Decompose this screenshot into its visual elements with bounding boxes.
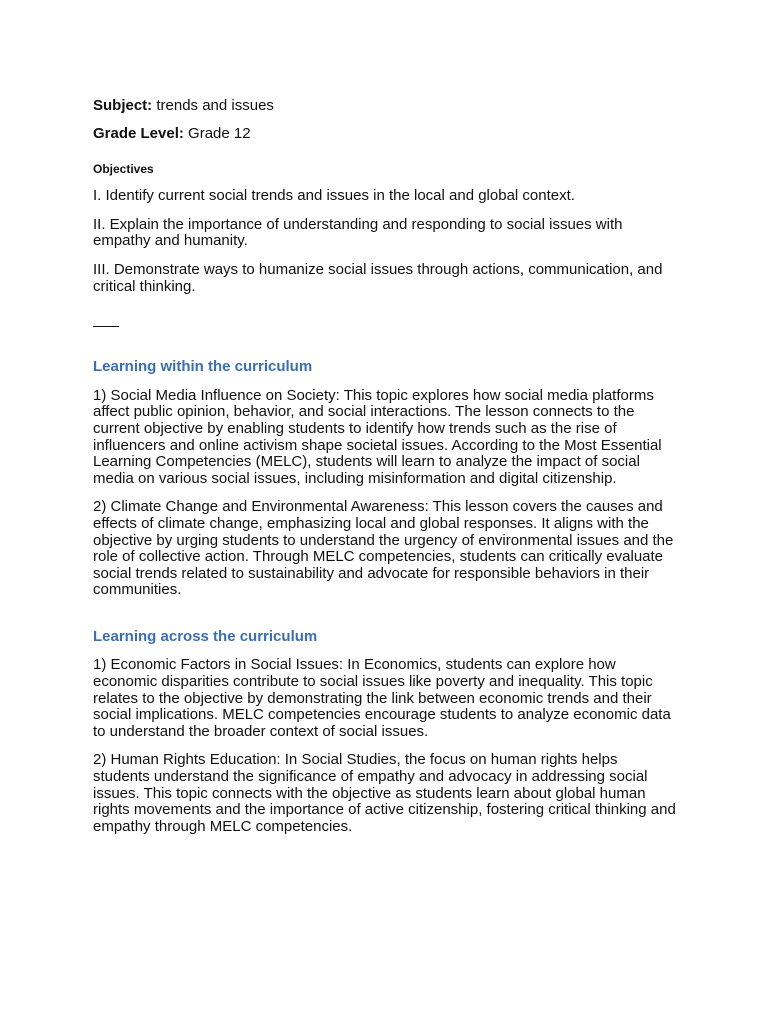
subject-label: Subject: [93, 97, 153, 114]
horizontal-rule [93, 326, 119, 327]
objective-item: III. Demonstrate ways to humanize social issues through actions, communication, and critical thinking. [93, 260, 663, 295]
subject-value: trends and issues [156, 97, 274, 114]
subject-line [93, 98, 676, 115]
grade-label: Grade Level: [93, 124, 184, 142]
objective-item: I. Identify current social trends and issues in the local and global context. [93, 187, 575, 205]
grade-line [93, 126, 676, 143]
across-paragraph: 1) Economic Factors in Social Issues: In Economics, students can explore how economic disparities contribute to social issues like poverty and inequality. This topic relates to the objective by demonstrating the link between economic trends and their social implications. MELC competencies encourage students to analyze economic data to understand the broader context of social issues. [93, 656, 671, 740]
within-curriculum-heading: Learning within the curriculum [93, 358, 313, 376]
objective-item: II. Explain the importance of understanding and responding to social issues with empathy and humanity. [93, 215, 623, 250]
objectives-heading: Objectives [93, 162, 154, 177]
across-curriculum-heading: Learning across the curriculum [93, 627, 318, 645]
grade-value: Grade 12 [188, 124, 251, 142]
across-paragraph: 2) Human Rights Education: In Social Studies, the focus on human rights helps students understand the significance of empathy and advocacy in addressing social issues. This topic connects with the objective as students learn about global human rights movements and the importance of active citizenship, fostering critical thinking and empathy through MELC competencies. [93, 751, 676, 835]
within-paragraph: 2) Climate Change and Environmental Awareness: This lesson covers the causes and effects of climate change, emphasizing local and global responses. It aligns with the objective by urging students to understand the urgency of environmental issues and the role of collective action. Through MELC competencies, students can critically evaluate social trends related to sustainability and advocate for responsible behaviors in their communities. [93, 498, 674, 599]
within-paragraph: 1) Social Media Influence on Society: This topic explores how social media platforms affect public opinion, behavior, and social interactions. The lesson connects to the current objective by enabling students to identify how trends such as the rise of influencers and online activism shape societal issues. According to the Most Essential Learning Competencies (MELC), students will learn to analyze the impact of social media on various social issues, including misinformation and digital citizenship. [93, 386, 662, 487]
